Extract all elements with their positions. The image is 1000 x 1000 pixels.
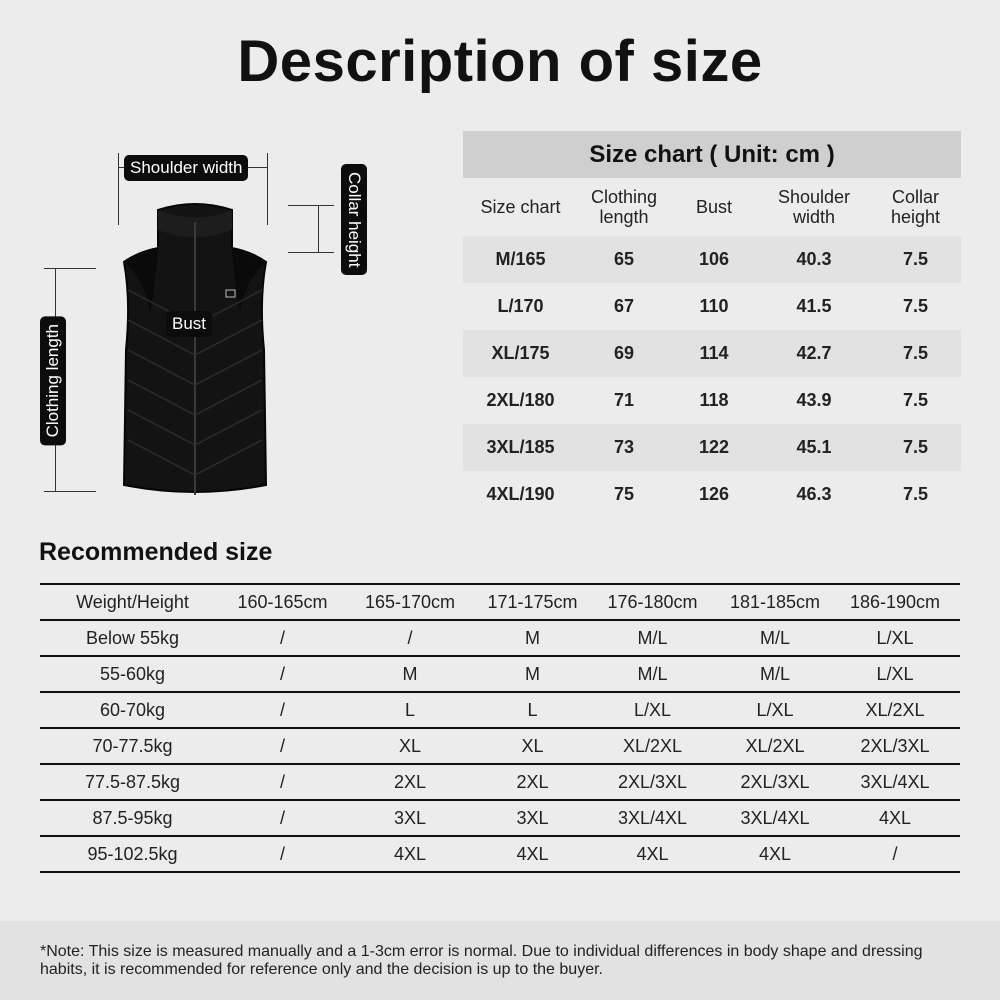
recommended-cell: 3XL xyxy=(516,807,549,828)
recommended-cell: 4XL xyxy=(758,843,792,864)
recommended-cell: 87.5-95kg xyxy=(92,807,173,828)
recommended-cell: 4XL xyxy=(393,843,427,864)
recommended-cell: M/L xyxy=(759,663,790,684)
size-chart-row xyxy=(463,377,961,424)
size-chart-header: Shoulder width xyxy=(777,187,851,227)
recommended-cell: / xyxy=(279,807,285,828)
recommended-cell: M/L xyxy=(637,627,668,648)
recommended-cell: 4XL xyxy=(878,807,912,828)
recommended-cell: 3XL/4XL xyxy=(860,771,930,792)
recommended-cell: 70-77.5kg xyxy=(92,735,173,756)
recommended-row xyxy=(40,765,960,801)
size-chart-cell: 67 xyxy=(613,296,635,316)
size-chart-cell: 118 xyxy=(699,390,729,410)
recommended-cell: 77.5-87.5kg xyxy=(84,771,181,792)
recommended-cell: 4XL xyxy=(516,843,549,864)
recommended-header: 171-175cm xyxy=(487,591,578,612)
recommended-row xyxy=(40,621,960,657)
size-chart-row xyxy=(463,283,961,330)
size-chart-cell: 110 xyxy=(699,296,729,316)
size-chart-cell: 7.5 xyxy=(902,390,929,410)
recommended-cell: XL xyxy=(398,735,422,756)
recommended-cell: XL/2XL xyxy=(745,735,805,756)
recommended-cell: 2XL xyxy=(393,771,427,792)
recommended-row xyxy=(40,837,960,873)
size-chart-row xyxy=(463,471,961,518)
size-chart-cell: 69 xyxy=(613,343,635,363)
recommended-header: 160-165cm xyxy=(237,591,328,612)
recommended-row xyxy=(40,693,960,729)
size-chart-cell: 7.5 xyxy=(902,343,929,363)
recommended-header: 181-185cm xyxy=(729,591,821,612)
recommended-cell: 2XL xyxy=(516,771,549,792)
size-chart-cell: L/170 xyxy=(497,296,544,316)
size-chart-cell: 106 xyxy=(698,249,730,269)
size-chart-cell: 7.5 xyxy=(902,296,929,316)
size-chart-cell: 45.1 xyxy=(796,437,832,457)
recommended-cell: L/XL xyxy=(633,699,672,720)
size-chart-cell: 7.5 xyxy=(902,437,929,457)
recommended-cell: M xyxy=(525,627,540,648)
recommended-size-title: Recommended size xyxy=(39,538,273,566)
collar-height-tick-top xyxy=(288,205,334,206)
recommended-row xyxy=(40,657,960,693)
recommended-row xyxy=(40,729,960,765)
size-chart-cell: XL/175 xyxy=(491,343,550,363)
recommended-cell: 2XL/3XL xyxy=(617,771,688,792)
size-chart-cell: 65 xyxy=(613,249,635,269)
recommended-cell: 55-60kg xyxy=(99,663,166,684)
shoulder-width-label: Shoulder width xyxy=(124,155,248,181)
recommended-cell: L xyxy=(404,699,415,720)
size-chart-cell: 71 xyxy=(613,390,635,410)
collar-height-tick-bottom xyxy=(288,252,334,253)
recommended-cell: L/XL xyxy=(876,663,914,684)
size-chart-table xyxy=(463,131,961,518)
size-chart-cell: 46.3 xyxy=(796,484,832,504)
recommended-cell: L xyxy=(527,699,538,720)
recommended-cell: Below 55kg xyxy=(85,627,180,648)
recommended-cell: XL/2XL xyxy=(622,735,683,756)
recommended-cell: 3XL/4XL xyxy=(740,807,810,828)
size-chart-cell: 122 xyxy=(698,437,730,457)
recommended-cell: 2XL/3XL xyxy=(740,771,810,792)
recommended-header: 165-170cm xyxy=(364,591,456,612)
recommended-cell: M/L xyxy=(637,663,668,684)
size-chart-cell: 73 xyxy=(613,437,635,457)
size-chart-header: Clothing length xyxy=(590,187,658,227)
recommended-cell: 95-102.5kg xyxy=(87,843,178,864)
size-chart-cell: 126 xyxy=(698,484,730,504)
recommended-cell: 4XL xyxy=(636,843,669,864)
recommended-cell: / xyxy=(279,627,285,648)
footnote-panel xyxy=(0,921,1000,1000)
vest-image xyxy=(110,200,280,500)
recommended-cell: M xyxy=(402,663,418,684)
recommended-cell: M xyxy=(525,663,540,684)
recommended-header: 186-190cm xyxy=(849,591,941,612)
size-chart-header: Bust xyxy=(695,197,733,217)
size-chart-cell: 41.5 xyxy=(796,296,832,316)
recommended-cell: 60-70kg xyxy=(99,699,166,720)
recommended-cell: / xyxy=(279,699,285,720)
recommended-cell: / xyxy=(407,627,413,648)
footnote-text: *Note: This size is measured manually and a 1-3cm error is normal. Due to individual differences in body shape and dressing habits, it is recommended for reference only and the decision is up to the buyer. xyxy=(40,943,923,978)
recommended-cell: / xyxy=(279,843,285,864)
size-chart-title: Size chart ( Unit: cm ) xyxy=(463,131,961,178)
size-chart-cell: 43.9 xyxy=(796,390,832,410)
size-chart-cell: 2XL/180 xyxy=(486,390,555,410)
recommended-cell: 2XL/3XL xyxy=(860,735,930,756)
size-chart-cell: 4XL/190 xyxy=(486,484,555,504)
recommended-cell: XL xyxy=(521,735,544,756)
size-chart-header: Collar height xyxy=(890,187,941,227)
recommended-cell: 3XL/4XL xyxy=(617,807,688,828)
recommended-cell: / xyxy=(892,843,898,864)
recommended-cell: / xyxy=(279,663,285,684)
size-chart-cell: 7.5 xyxy=(902,249,929,269)
recommended-header: Weight/Height xyxy=(76,591,189,612)
bust-label: Bust xyxy=(166,311,212,337)
size-chart-cell: 7.5 xyxy=(902,484,929,504)
size-chart-cell: 114 xyxy=(699,343,729,363)
size-chart-cell: 40.3 xyxy=(796,249,832,269)
size-chart-header-row xyxy=(463,178,961,236)
page-title: Description of size xyxy=(237,29,763,94)
recommended-header: 176-180cm xyxy=(607,591,698,612)
recommended-row xyxy=(40,801,960,837)
collar-height-label: Collar height xyxy=(341,164,367,275)
size-chart-cell: M/165 xyxy=(495,249,546,269)
recommended-cell: M/L xyxy=(759,627,790,648)
recommended-cell: L/XL xyxy=(876,627,914,648)
clothing-length-tick-bottom xyxy=(44,491,96,492)
size-chart-cell: 75 xyxy=(613,484,635,504)
recommended-header-row xyxy=(40,585,960,621)
recommended-size-table xyxy=(40,583,960,873)
collar-height-line xyxy=(318,205,319,252)
size-chart-header: Size chart xyxy=(480,197,561,217)
clothing-length-tick-top xyxy=(44,268,96,269)
recommended-cell: / xyxy=(279,771,285,792)
recommended-cell: XL/2XL xyxy=(865,699,925,720)
size-chart-row xyxy=(463,330,961,377)
recommended-cell: / xyxy=(279,735,285,756)
vest-diagram xyxy=(0,140,460,520)
size-chart-row xyxy=(463,424,961,471)
recommended-cell: 3XL xyxy=(393,807,427,828)
size-chart-cell: 3XL/185 xyxy=(486,437,555,457)
size-chart-cell: 42.7 xyxy=(796,343,832,363)
size-chart-row xyxy=(463,236,961,283)
clothing-length-label: Clothing length xyxy=(40,316,66,445)
recommended-cell: L/XL xyxy=(756,699,794,720)
